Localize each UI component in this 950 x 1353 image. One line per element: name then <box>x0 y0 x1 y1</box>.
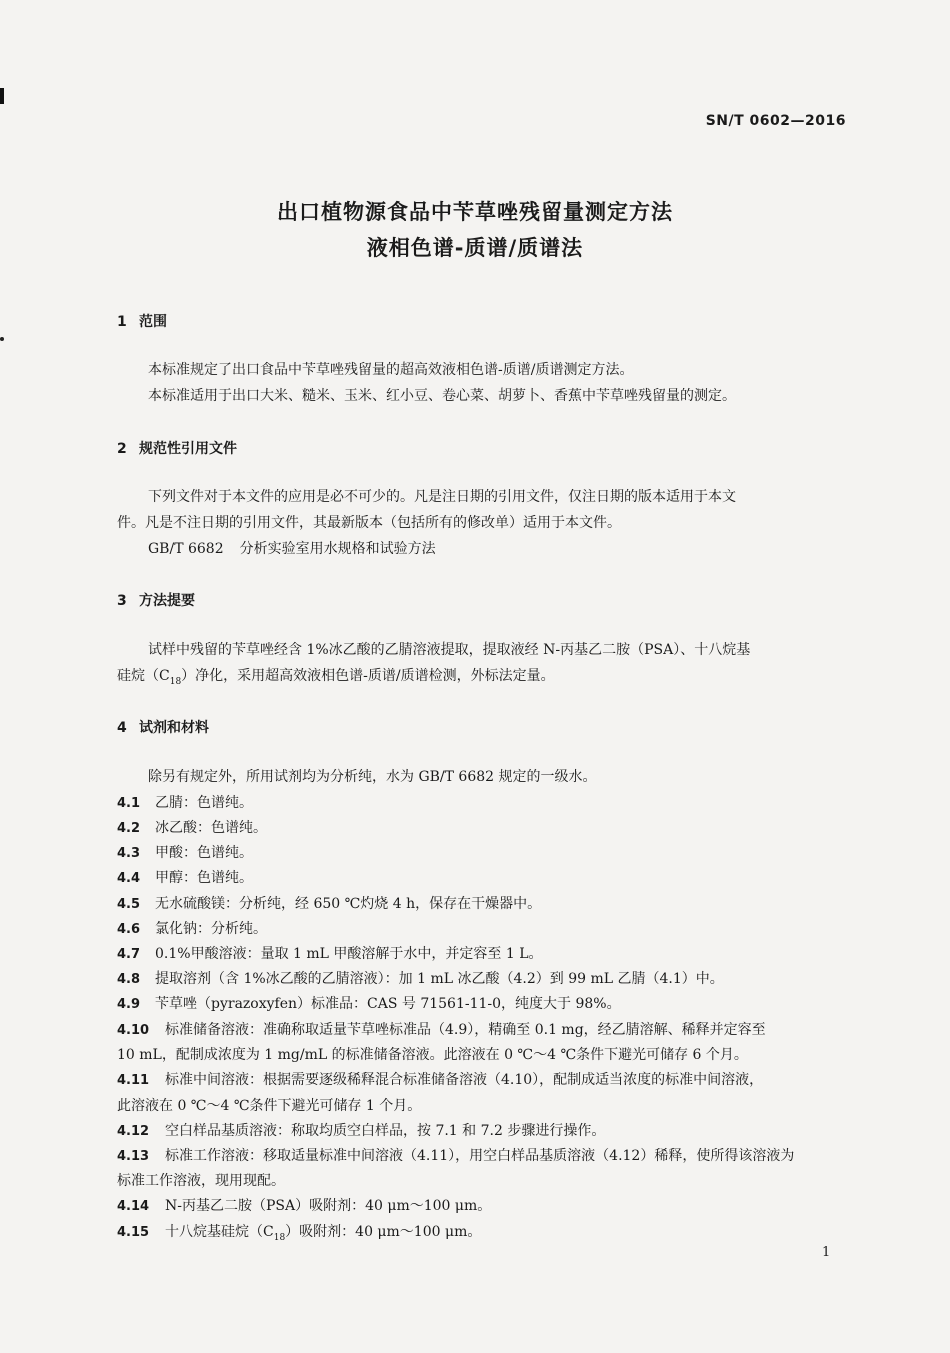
scan-edge-mark <box>0 88 4 104</box>
list-item: 4.6 氯化钠：分析纯。 <box>117 921 267 937</box>
list-item-continuation: 10 mL，配制成浓度为 1 mg/mL 的标准储备溶液。此溶液在 0 ℃～4 ℃条件下避光可储存 6 个月。 <box>117 1047 748 1063</box>
list-item: 4.4 甲醇：色谱纯。 <box>117 870 253 886</box>
section-4-intro: 除另有规定外，所用试剂均为分析纯，水为 GB/T 6682 规定的一级水。 <box>148 769 597 785</box>
list-item: 4.3 甲酸：色谱纯。 <box>117 845 253 861</box>
list-item: 4.2 冰乙酸：色谱纯。 <box>117 820 267 836</box>
scan-edge-dot <box>0 337 4 341</box>
list-item: 4.11 标准中间溶液：根据需要逐级稀释混合标准储备溶液（4.10），配制成适当浓度的标准中间溶液， <box>117 1072 764 1088</box>
reference-code: GB/T 6682 <box>148 541 224 557</box>
list-item: 4.9 苄草唑（pyrazoxyfen）标准品：CAS 号 71561-11-0，纯度大于 98%。 <box>117 996 621 1012</box>
section-3-paragraph-line-1: 试样中残留的苄草唑经含 1%冰乙酸的乙腈溶液提取，提取液经 N-丙基乙二胺（PSA）、十八烷基 <box>148 642 751 658</box>
list-item: 4.10 标准储备溶液：准确称取适量苄草唑标准品（4.9），精确至 0.1 mg，经乙腈溶解、稀释并定容至 <box>117 1022 766 1038</box>
section-1-paragraph-1: 本标准规定了出口食品中苄草唑残留量的超高效液相色谱-质谱/质谱测定方法。 <box>148 362 634 378</box>
section-title: 范围 <box>139 314 167 330</box>
list-item: 4.12 空白样品基质溶液：称取均质空白样品，按 7.1 和 7.2 步骤进行操作。 <box>117 1123 606 1139</box>
list-item: 4.1 乙腈：色谱纯。 <box>117 795 253 811</box>
section-number: 3 <box>117 593 127 609</box>
list-item-continuation: 此溶液在 0 ℃～4 ℃条件下避光可储存 1 个月。 <box>117 1098 422 1114</box>
standard-number: SN/T 0602—2016 <box>705 113 846 129</box>
reference-title: 分析实验室用水规格和试验方法 <box>239 541 436 557</box>
section-number: 2 <box>117 441 127 457</box>
section-4-heading <box>117 717 209 737</box>
section-3-paragraph-line-2: 硅烷$(C_{18})$净化，采用超高效液相色谱-质谱/质谱检测，外标法定量。 <box>117 668 555 687</box>
list-item: 4.5 无水硫酸镁：分析纯，经 650 ℃灼烧 4 h，保存在干燥器中。 <box>117 896 542 912</box>
section-2-paragraph-line-2: 件。凡是不注日期的引用文件，其最新版本（包括所有的修改单）适用于本文件。 <box>117 515 621 531</box>
section-2-paragraph-line-1: 下列文件对于本文件的应用是必不可少的。凡是注日期的引用文件，仅注日期的版本适用于本文 <box>148 489 736 505</box>
section-title: 规范性引用文件 <box>139 441 237 457</box>
list-item: 4.15 十八烷基硅烷$(C_{18})$吸附剂：40 μm～100 μm。 <box>117 1224 482 1243</box>
list-item: 4.8 提取溶剂（含 1%冰乙酸的乙腈溶液）：加 1 mL 冰乙酸（4.2）到 99 mL 乙腈（4.1）中。 <box>117 971 724 987</box>
list-item: 4.14 N-丙基乙二胺（PSA）吸附剂：40 μm～100 μm。 <box>117 1198 492 1214</box>
list-item: 4.13 标准工作溶液：移取适量标准中间溶液（4.11），用空白样品基质溶液（4.12）稀释，使所得该溶液为 <box>117 1148 795 1164</box>
section-title: 方法提要 <box>139 593 195 609</box>
section-number: 1 <box>117 314 127 330</box>
normative-reference <box>148 538 436 558</box>
section-number: 4 <box>117 720 127 736</box>
list-item: 4.7 0.1%甲酸溶液：量取 1 mL 甲酸溶解于水中，并定容至 1 L。 <box>117 946 543 962</box>
page-number: 1 <box>822 1245 831 1260</box>
document-title-line-1: 出口植物源食品中苄草唑残留量测定方法 <box>277 200 673 224</box>
section-1-paragraph-2: 本标准适用于出口大米、糙米、玉米、红小豆、卷心菜、胡萝卜、香蕉中苄草唑残留量的测定。 <box>148 388 736 404</box>
list-item-continuation: 标准工作溶液，现用现配。 <box>117 1173 285 1189</box>
section-1-heading <box>117 311 167 331</box>
section-3-heading <box>117 590 195 610</box>
section-2-heading <box>117 438 237 458</box>
document-title-line-2: 液相色谱-质谱/质谱法 <box>366 236 584 260</box>
section-title: 试剂和材料 <box>139 720 209 736</box>
